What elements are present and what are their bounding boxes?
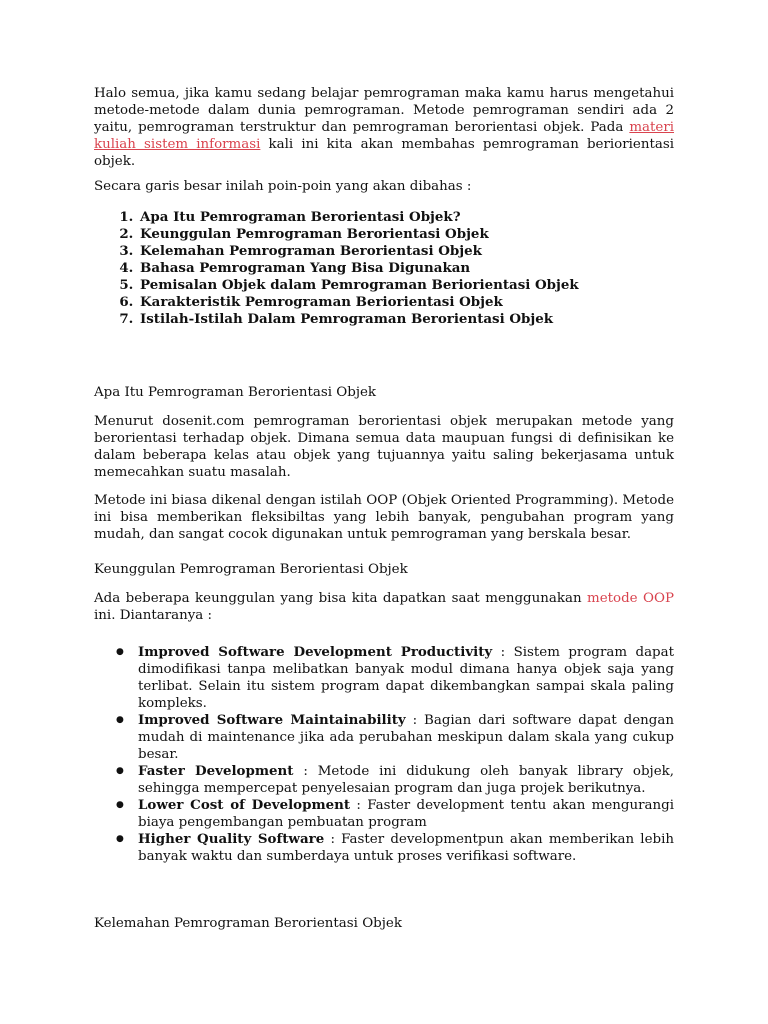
section-3-heading: Kelemahan Pemrograman Berorientasi Objek [94,916,402,931]
benefit-term: Faster Development [138,763,294,779]
section-2-intro [94,590,674,624]
bullet-icon: ● [116,834,124,844]
benefit-term: Improved Software Maintainability [138,712,406,728]
intro-text-2: kali ini kita akan membahas pemrograman beriorientasi objek. [94,137,674,169]
toc-item: 6. Karakteristik Pemrograman Beriorientasi Objek [138,294,674,311]
benefit-item [116,797,674,831]
benefit-item [116,831,674,865]
section-2-intro-tail: ini. Diantaranya : [94,608,213,623]
benefit-item [116,712,674,763]
toc-item: 2. Keunggulan Pemrograman Berorientasi Objek [138,226,674,243]
benefit-term: Lower Cost of Development [138,797,351,813]
toc-item: 4. Bahasa Pemrograman Yang Bisa Digunakan [138,260,674,277]
toc-item: 3. Kelemahan Pemrograman Berorientasi Objek [138,243,674,260]
benefit-desc: : Metode ini didukung oleh banyak library objek, sehingga mempercepat penyelesaian program dan juga projek berikutnya. [138,764,674,796]
materi-kuliah-link[interactable]: materi kuliah sistem informasi [94,120,674,152]
section-2-heading: Keunggulan Pemrograman Berorientasi Objek [94,562,408,577]
benefit-desc: : Faster development tentu akan mengurangi biaya pengembangan pembuatan program [138,798,674,830]
bullet-icon: ● [116,800,124,810]
bullet-icon: ● [116,715,124,725]
metode-oop-link[interactable]: metode OOP [587,591,674,606]
benefit-item [116,644,674,712]
benefit-term: Improved Software Development Productivity [138,644,493,660]
benefits-list [94,644,674,865]
benefit-item [116,763,674,797]
bullet-icon: ● [116,766,124,776]
lead-paragraph: Secara garis besar inilah poin-poin yang akan dibahas : [94,179,472,194]
section-2-intro-text: Ada beberapa keunggulan yang bisa kita dapatkan saat menggunakan [94,591,588,606]
benefit-term: Higher Quality Software [138,831,325,847]
section-1-heading: Apa Itu Pemrograman Berorientasi Objek [94,385,377,400]
bullet-icon: ● [116,647,124,657]
toc-item: 7. Istilah-Istilah Dalam Pemrograman Berorientasi Objek [138,311,674,328]
section-1-paragraph-1: Menurut dosenit.com pemrograman berorientasi objek merupakan metode yang berorientasi terhadap objek. Dimana semua data maupuan fungsi di definisikan ke dalam beberapa kelas atau objek yang tujuannya yaitu saling bekerjasama untuk memecahkan suatu masalah. [94,414,674,480]
intro-paragraph [94,85,674,170]
toc-item: 5. Pemisalan Objek dalam Pemrograman Beriorientasi Objek [138,277,674,294]
benefit-desc: : Bagian dari software dapat dengan mudah di maintenance jika ada perubahan meskipun dalam skala yang cukup besar. [138,713,674,762]
benefit-desc: : Faster developmentpun akan memberikan lebih banyak waktu dan sumberdaya untuk proses verifikasi software. [138,832,674,864]
section-1-paragraph-2: Metode ini biasa dikenal dengan istilah OOP (Objek Oriented Programming). Metode ini bisa memberikan fleksibiltas yang lebih banyak, pengubahan program yang mudah, dan sangat cocok digunakan untuk pemrograman yang berskala besar. [94,493,674,542]
toc-list [94,209,674,328]
toc-item: 1. Apa Itu Pemrograman Berorientasi Objek? [138,209,674,226]
intro-text-1: Halo semua, jika kamu sedang belajar pemrograman maka kamu harus mengetahui metode-metode dalam dunia pemrograman. Metode pemrograman sendiri ada 2 yaitu, pemrograman terstruktur dan pemrograman berorientasi objek. Pada [94,86,674,135]
benefit-desc: : Sistem program dapat dimodifikasi tanpa melibatkan banyak modul dimana hanya objek saja yang terlibat. Selain itu sistem program dapat dikembangkan sampai skala paling kompleks. [138,645,674,711]
